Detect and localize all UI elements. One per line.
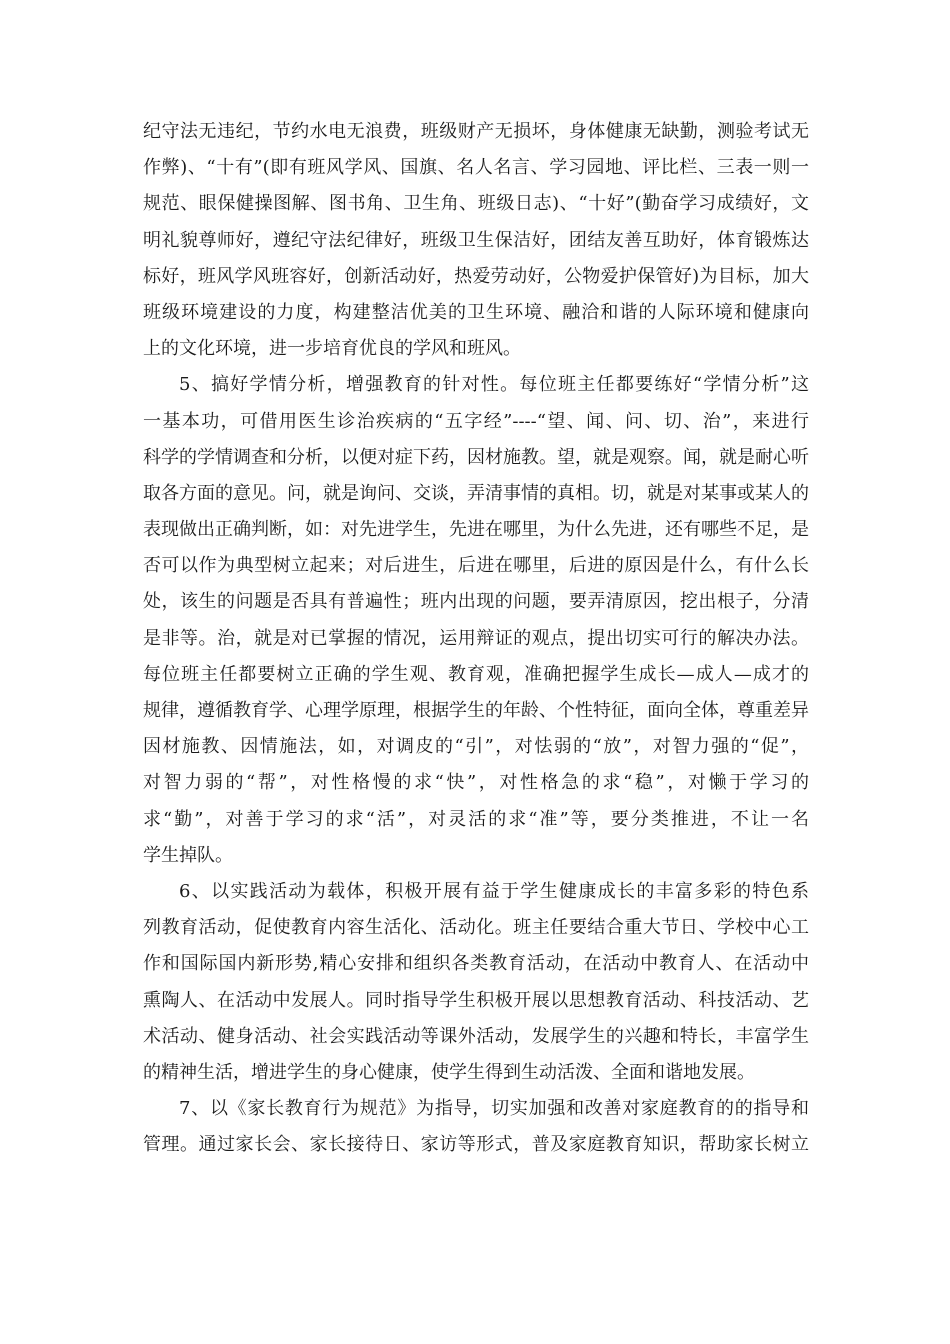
text-line: 熏陶人、在活动中发展人。同时指导学生积极开展以思想教育活动、科技活动、艺 [143,989,809,1011]
text-line: 5、搞好学情分析，增强教育的针对性。每位班主任都要练好“学情分析”这 [179,374,809,396]
text-line: 纪守法无违纪，节约水电无浪费，班级财产无损坏，身体健康无缺勤，测验考试无 [143,121,809,142]
text-line: 术活动、健身活动、社会实践活动等课外活动，发展学生的兴趣和特长，丰富学生 [143,1025,809,1047]
text-line: 每位班主任都要树立正确的学生观、教育观，准确把握学生成长—成人—成才的 [143,663,809,685]
text-line: 学生掉队。 [143,844,233,866]
text-line: 班级环境建设的力度，构建整洁优美的卫生环境、融洽和谐的人际环境和健康向 [143,301,809,323]
text-line: 标好，班风学风班容好，创新活动好，热爱劳动好，公物爱护保管好)为目标，加大 [143,265,809,287]
text-line: 求“勤”，对善于学习的求“活”，对灵活的求“准”等，要分类推进，不让一名 [143,808,809,830]
text-line: 是非等。治，就是对已掌握的情况，运用辩证的观点，提出切实可行的解决办法。 [143,627,809,649]
text-line: 上的文化环境，进一步培育优良的学风和班风。 [143,338,521,360]
text-line: 管理。通过家长会、家长接待日、家访等形式，普及家庭教育知识，帮助家长树立 [143,1134,809,1156]
text-line: 一基本功，可借用医生诊治疾病的“五字经”----“望、闻、问、切、治”，来进行 [143,410,809,432]
text-line: 表现做出正确判断，如：对先进学生，先进在哪里，为什么先进，还有哪些不足，是 [143,519,809,541]
document-body [143,114,809,1163]
text-line: 规范、眼保健操图解、图书角、卫生角、班级日志)、“十好”(勤奋学习成绩好，文 [143,193,809,215]
text-line: 列教育活动，促使教育内容生活化、活动化。班主任要结合重大节日、学校中心工 [143,917,809,939]
text-line: 对智力弱的“帮”，对性格慢的求“快”，对性格急的求“稳”，对懒于学习的 [143,772,809,794]
text-line: 作弊)、“十有”(即有班风学风、国旗、名人名言、学习园地、评比栏、三表一则一 [143,157,809,179]
text-line: 否可以作为典型树立起来；对后进生，后进在哪里，后进的原因是什么，有什么长 [143,555,809,577]
text-line: 作和国际国内新形势,精心安排和组织各类教育活动，在活动中教育人、在活动中 [143,953,809,975]
text-line: 明礼貌尊师好，遵纪守法纪律好，班级卫生保洁好，团结友善互助好，体育锻炼达 [143,229,809,251]
text-line: 7、以《家长教育行为规范》为指导，切实加强和改善对家庭教育的的指导和 [179,1098,809,1120]
text-line: 取各方面的意见。问，就是询问、交谈，弄清事情的真相。切，就是对某事或某人的 [143,482,809,504]
text-line: 6、以实践活动为载体，积极开展有益于学生健康成长的丰富多彩的特色系 [179,880,809,902]
text-line: 的精神生活，增进学生的身心健康，使学生得到生动活泼、全面和谐地发展。 [143,1061,755,1083]
text-line: 科学的学情调查和分析，以便对症下药，因材施教。望，就是观察。闻，就是耐心听 [143,446,809,468]
text-line: 规律，遵循教育学、心理学原理，根据学生的年龄、个性特征，面向全体，尊重差异 [143,700,809,721]
text-line: 处，该生的问题是否具有普遍性；班内出现的问题，要弄清原因，挖出根子，分清 [143,591,809,613]
text-line: 因材施教、因情施法，如，对调皮的“引”，对怯弱的“放”，对智力强的“促”， [143,736,809,758]
